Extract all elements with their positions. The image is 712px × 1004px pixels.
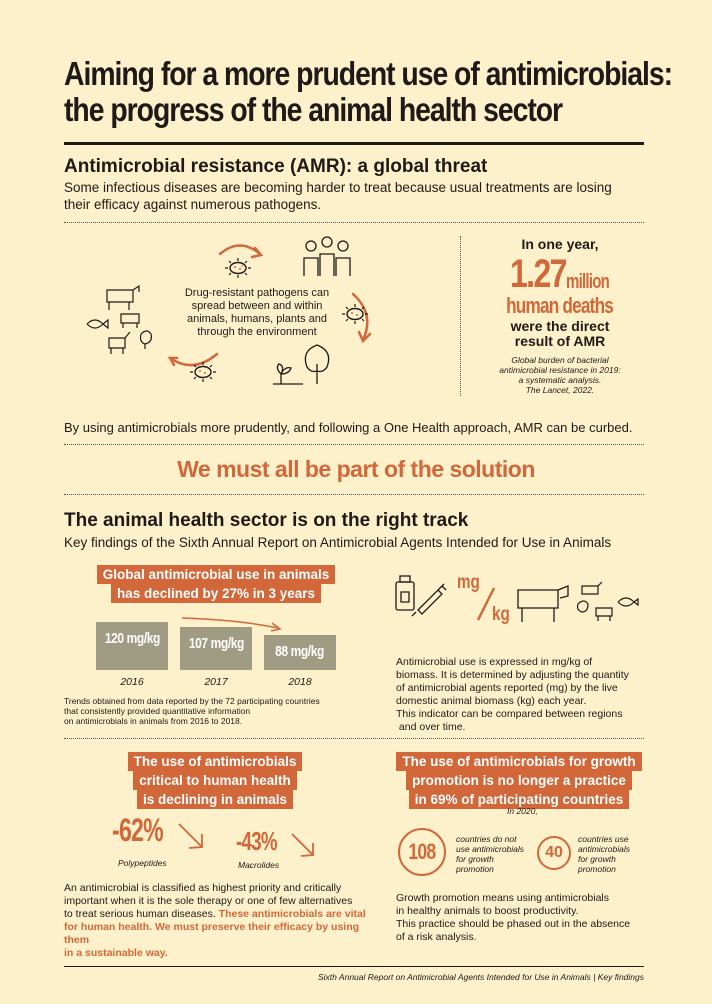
growth-banner-line-3: in 69% of participating countries bbox=[409, 790, 630, 809]
count-no-growth-label bbox=[456, 834, 524, 874]
critical-desc-line-1: An antimicrobial is classified as highest priority and critically bbox=[64, 882, 342, 894]
solution-headline: We must all be part of the solution bbox=[177, 456, 535, 482]
chart-bar-2018 bbox=[264, 635, 336, 670]
cycle-line-2: spread between and within bbox=[191, 300, 323, 312]
footer-rule bbox=[64, 966, 644, 967]
amr-intro-line-1: Some infectious diseases are becoming harder to treat because usual treatments are losing bbox=[64, 180, 612, 195]
chart-year-label: 2018 bbox=[288, 676, 312, 688]
unit-desc-line-2: biomass. It is determined by adjusting the quantity bbox=[396, 669, 629, 681]
cow-icon bbox=[518, 586, 568, 622]
growth-banner-line-1: The use of antimicrobials for growth bbox=[396, 752, 641, 771]
down-arrow-icon bbox=[177, 822, 205, 852]
stat-number: 1.27 bbox=[510, 252, 567, 296]
growth-desc-line-4: of a risk analysis. bbox=[396, 931, 477, 943]
page-title bbox=[64, 55, 673, 128]
critical-desc-line-2: important when it is the sole therapy or one of few alternatives bbox=[64, 895, 353, 907]
count1-label-line-3: for growth bbox=[456, 854, 494, 864]
chart-bar-value-label: 107 mg/kg bbox=[188, 635, 244, 652]
divider bbox=[64, 444, 644, 445]
plants-icon bbox=[273, 345, 329, 384]
critical-desc-line-3 bbox=[64, 908, 374, 921]
footer-text: Sixth Annual Report on Antimicrobial Agents Intended for Use in Animals | Key findings bbox=[317, 972, 644, 982]
critical-description bbox=[64, 882, 374, 960]
down-arrow-icon bbox=[290, 832, 316, 860]
mg-per-kg-illustration bbox=[392, 568, 642, 638]
decline-banner-line-2: has declined by 27% in 3 years bbox=[111, 584, 321, 603]
unit-desc-line-1: Antimicrobial use is expressed in mg/kg of bbox=[396, 656, 593, 668]
source-line-3: a systematic analysis. bbox=[518, 375, 602, 385]
unit-mg: mg bbox=[457, 572, 480, 593]
stat-post-2: result of AMR bbox=[514, 333, 606, 349]
trend-note bbox=[64, 696, 384, 726]
amr-death-stat bbox=[470, 236, 650, 395]
growth-banner bbox=[396, 752, 642, 809]
growth-year-label: In 2020, bbox=[507, 806, 538, 816]
chart-year-label: 2016 bbox=[120, 676, 144, 688]
cycle-line-4: through the environment bbox=[197, 326, 317, 338]
count-growth: 40 bbox=[545, 844, 563, 861]
count-no-growth-circle bbox=[398, 828, 446, 876]
small-animals-icon bbox=[578, 582, 639, 621]
stat-unit: million bbox=[566, 271, 610, 293]
growth-banner-line-2: promotion is no longer a practice bbox=[406, 771, 632, 790]
antimicrobial-use-chart bbox=[96, 600, 336, 690]
cycle-arrow-top-icon bbox=[220, 246, 261, 258]
source-line-2: antimicrobial resistance in 2019: bbox=[499, 365, 621, 375]
stat-source bbox=[470, 355, 650, 395]
count-growth-circle bbox=[537, 836, 571, 870]
critical-banner-line-1: The use of antimicrobials bbox=[128, 752, 303, 771]
count2-label-line-1: countries use bbox=[578, 834, 629, 844]
count2-label-line-4: promotion bbox=[578, 864, 616, 874]
humans-icon bbox=[304, 237, 350, 276]
sector-subheading: Key findings of the Sixth Annual Report on Antimicrobial Agents Intended for Use in Animals bbox=[64, 535, 612, 550]
divider bbox=[64, 222, 644, 223]
critical-banner-line-2: critical to human health bbox=[133, 771, 297, 790]
stat-pre: In one year, bbox=[521, 236, 599, 252]
decline-banner-line-1: Global antimicrobial use in animals bbox=[97, 565, 336, 584]
bacteria-icon bbox=[225, 258, 251, 278]
chart-year-label: 2017 bbox=[204, 676, 228, 688]
growth-desc-line-3: This practice should be phased out in the absence bbox=[396, 918, 631, 930]
source-line-4: The Lancet, 2022. bbox=[525, 385, 595, 395]
source-line-1: Global burden of bacterial bbox=[511, 355, 609, 365]
cycle-line-1: Drug-resistant pathogens can bbox=[184, 287, 330, 299]
stat-human: human deaths bbox=[506, 293, 614, 318]
trend-note-line-1: Trends obtained from data reported by the 72 participating countries bbox=[64, 696, 320, 706]
title-line-1: Aiming for a more prudent use of antimicrobials: bbox=[64, 55, 673, 92]
unit-desc-line-3: of antimicrobial agents reported (mg) by the live bbox=[396, 682, 618, 694]
growth-description bbox=[396, 892, 646, 944]
stat-number-row bbox=[470, 254, 650, 294]
one-health-statement: By using antimicrobials more prudently, and following a One Health approach, AMR can be curbed. bbox=[64, 420, 633, 435]
trend-note-line-2: that consistently provided quantitative information bbox=[64, 706, 251, 716]
chart-bar-value-label: 88 mg/kg bbox=[275, 643, 325, 660]
title-line-2: the progress of the animal health sector bbox=[64, 91, 563, 128]
critical-desc-highlight-2: for human health. We must preserve their efficacy by using them bbox=[64, 921, 360, 946]
count2-label-line-3: for growth bbox=[578, 854, 616, 864]
divider bbox=[64, 494, 644, 495]
critical-desc-highlight-1: These antimicrobials are vital bbox=[218, 908, 366, 920]
syringe-icon bbox=[412, 584, 446, 616]
vertical-divider bbox=[460, 236, 461, 396]
title-rule bbox=[64, 142, 644, 145]
chart-bar-value-label: 120 mg/kg bbox=[104, 630, 160, 647]
animals-icon bbox=[87, 286, 151, 354]
unit-description bbox=[396, 656, 646, 734]
chart-bar-2017 bbox=[180, 627, 252, 670]
chart-bar-2016 bbox=[96, 622, 168, 670]
sector-heading: The animal health sector is on the right track bbox=[64, 510, 469, 531]
growth-desc-line-2: in healthy animals to boost productivity. bbox=[396, 905, 579, 917]
decline-banner bbox=[96, 565, 336, 603]
critical-desc-text: to treat serious human diseases. bbox=[64, 908, 216, 920]
trend-note-line-3: on antimicrobials in animals from 2016 to 2018. bbox=[64, 716, 243, 726]
count1-label-line-2: use antimicrobials bbox=[456, 844, 525, 854]
macrolides-label: Macrolides bbox=[238, 860, 280, 870]
stat-post-1: were the direct bbox=[510, 318, 610, 334]
count1-label-line-4: promotion bbox=[456, 864, 494, 874]
count-no-growth: 108 bbox=[408, 839, 436, 864]
unit-kg: kg bbox=[492, 604, 510, 625]
critical-banner bbox=[110, 752, 320, 809]
cycle-line-3: animals, humans, plants and bbox=[186, 313, 328, 325]
unit-desc-line-5: This indicator can be compared between regions bbox=[396, 708, 623, 720]
medicine-bottle-icon bbox=[396, 576, 414, 610]
polypeptides-decline: -62% bbox=[112, 812, 163, 848]
cycle-description bbox=[172, 287, 342, 339]
amr-heading: Antimicrobial resistance (AMR): a global threat bbox=[64, 156, 488, 177]
count1-label-line-1: countries do not bbox=[456, 834, 517, 844]
critical-banner-line-3: is declining in animals bbox=[137, 790, 293, 809]
amr-intro bbox=[64, 179, 664, 213]
amr-intro-line-2: their efficacy against numerous pathogens. bbox=[64, 197, 322, 212]
cycle-arrow-bottom-icon bbox=[170, 354, 217, 365]
polypeptides-label: Polypeptides bbox=[118, 858, 167, 868]
count2-label-line-2: antimicrobials bbox=[578, 844, 630, 854]
unit-desc-line-4: domestic animal biomass (kg) each year. bbox=[396, 695, 587, 707]
critical-desc-highlight-3: in a sustainable way. bbox=[64, 947, 168, 959]
growth-desc-line-1: Growth promotion means using antimicrobials bbox=[396, 892, 610, 904]
divider bbox=[64, 738, 644, 739]
unit-desc-line-6: and over time. bbox=[396, 721, 466, 733]
count-growth-label bbox=[578, 834, 630, 874]
macrolides-decline: -43% bbox=[236, 826, 277, 856]
